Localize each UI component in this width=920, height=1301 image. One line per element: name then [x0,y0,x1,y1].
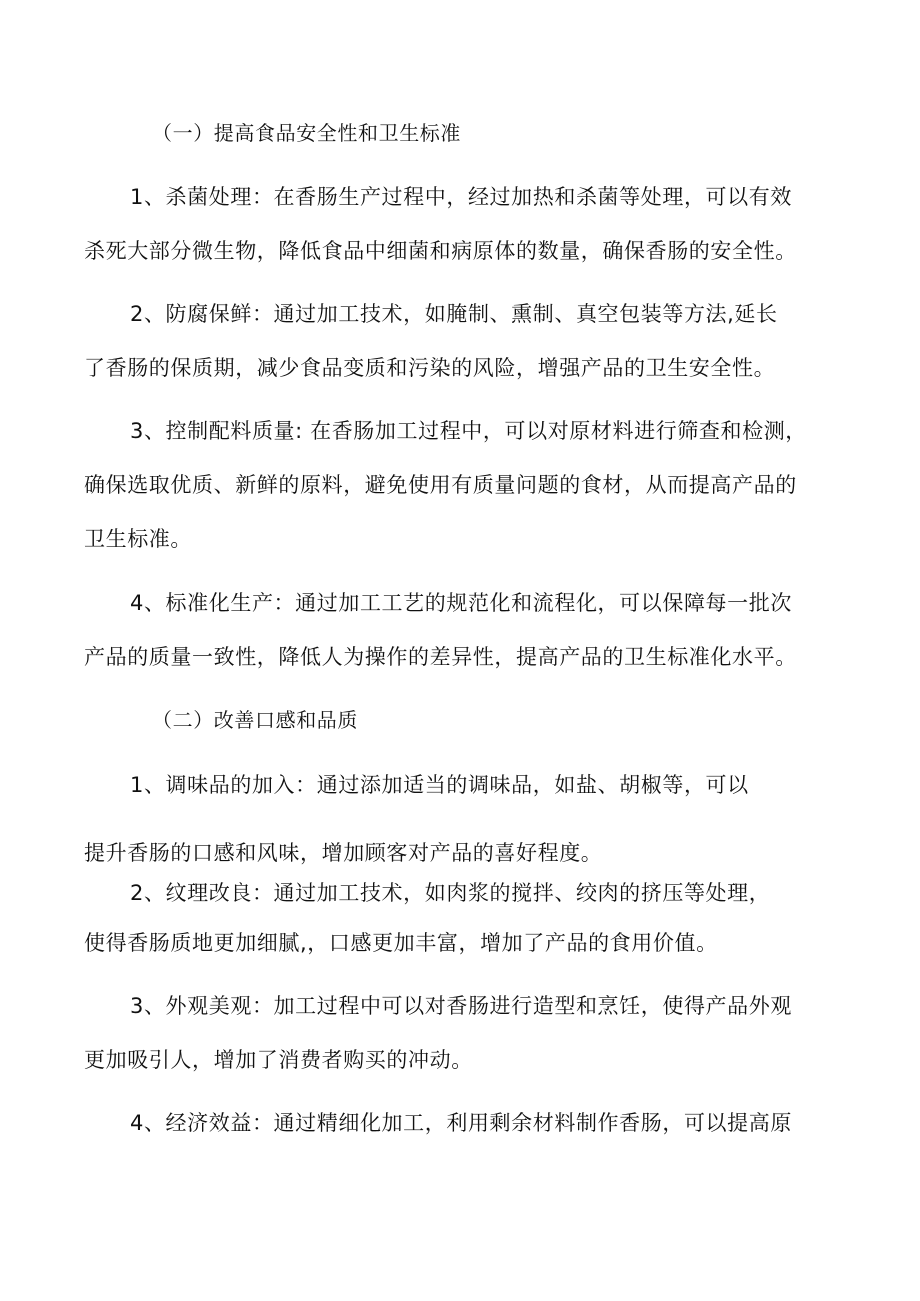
paragraph-line: 1、杀菌处理：在香肠生产过程中，经过加热和杀菌等处理，可以有效 [130,185,792,209]
paragraph-line: 卫生标准。 [84,527,192,551]
paragraph-line: 杀死大部分微生物，降低食品中细菌和病原体的数量，确保香肠的安全性。 [84,239,797,263]
paragraph-line: 产品的质量一致性，降低人为操作的差异性，提高产品的卫生标准化水平。 [84,645,797,669]
paragraph-line: 确保选取优质、新鲜的原料，避免使用有质量问题的食材，从而提高产品的 [84,473,797,497]
paragraph-line: 4、经济效益：通过精细化加工，利用剩余材料制作香肠，可以提高原 [130,1111,792,1135]
paragraph-line: 1、调味品的加入：通过添加适当的调味品，如盐、胡椒等，可以 [130,773,749,797]
paragraph-line: 更加吸引人，增加了消费者购买的冲动。 [84,1048,473,1072]
paragraph-line: 3、控制配料质量: 在香肠加工过程中，可以对原材料进行筛查和检测， [130,419,807,443]
paragraph-line: 使得香肠质地更加细腻,，口感更加丰富，增加了产品的食用价值。 [84,931,718,955]
paragraph-line: 4、标准化生产：通过加工工艺的规范化和流程化，可以保障每一批次 [130,591,792,615]
section-heading: （一）提高食品安全性和卫生标准 [152,121,461,145]
paragraph-line: 2、防腐保鲜：通过加工技术，如腌制、熏制、真空包装等方法,延长 [130,302,778,326]
paragraph-line: 2、纹理改良：通过加工技术，如肉浆的搅拌、绞肉的挤压等处理， [130,881,771,905]
paragraph-line: 提升香肠的口感和风味，增加顾客对产品的喜好程度。 [84,841,603,865]
section-heading: （二）改善口感和品质 [152,708,358,732]
paragraph-line: 3、外观美观：加工过程中可以对香肠进行造型和烹饪，使得产品外观 [130,994,792,1018]
paragraph-line: 了香肠的保质期，减少食品变质和污染的风险，增强产品的卫生安全性。 [84,356,776,380]
